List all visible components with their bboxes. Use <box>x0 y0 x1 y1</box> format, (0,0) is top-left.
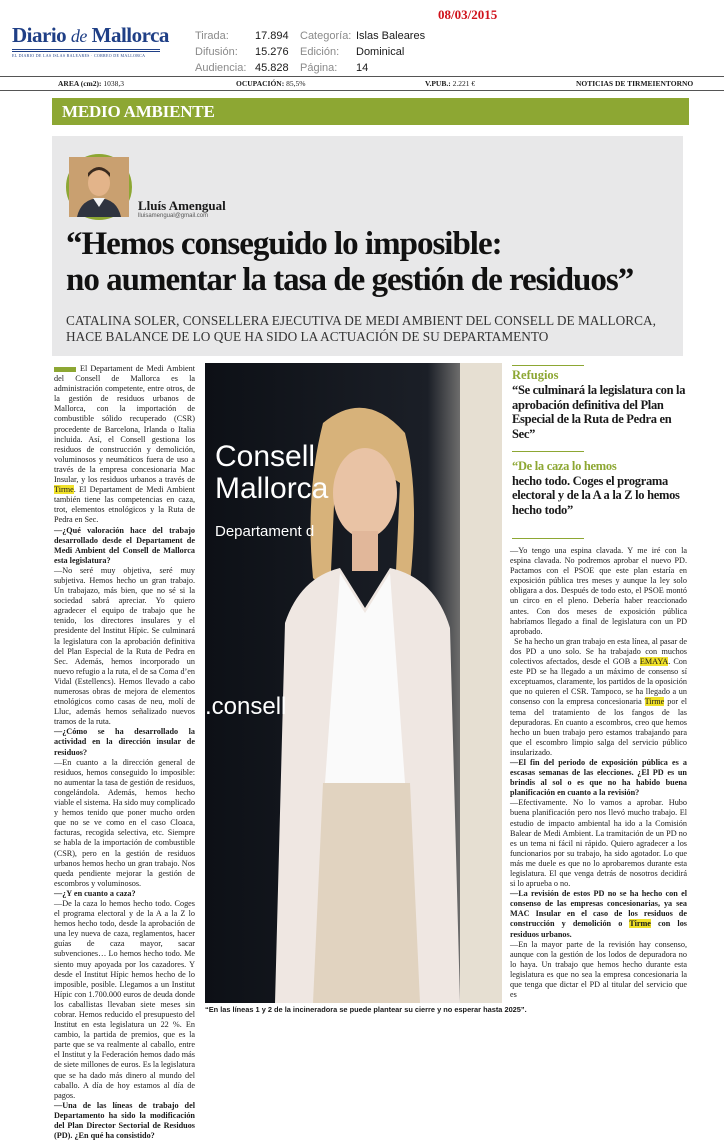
answer: Se ha hecho un gran trabajo en esta línea, al pasar de dos PD a uno solo. Se ha trabajado con muchos colectivos afectados, desde el GOB a EMAYA. Con este PD se ha llegado a un máximo de consenso sí exceptuamos, claramente, los partidos de la oposición que no quieren el CSR. Tampoco, se ha llegado a un consenso con la empresa concesionaria Tirme por el tema del tratamiento de los fangos de las depuradoras. En cuanto a escombros, creo que hemos hecho un buen trabajo pero estamos trabajando para que el escombro limpio salga del servicio público insularizado. <box>510 636 688 757</box>
publication-date: 08/03/2015 <box>438 7 498 22</box>
meta-labels-2 <box>300 28 352 76</box>
sidebar-rule <box>512 451 584 452</box>
newspaper-logo: Diario de Mallorca <box>12 23 169 47</box>
author-name: Lluís Amengual <box>138 198 226 213</box>
lead-marker <box>54 367 76 372</box>
meta-value: 45.828 <box>255 62 289 74</box>
question: —La revisión de estos PD no se ha hecho con el consenso de las empresas concesionarias, ya sea MAC Insular en el caso de los residuos de construcción y demolición o Tirme con los residuos urbanos. <box>510 889 687 939</box>
question: —Una de las líneas de trabajo del Departamento ha sido la modificación del Plan Director Sectorial de Residuos (PD). ¿En qué ha consistido? <box>54 1100 195 1141</box>
question: —El fin del periodo de exposición pública es a escasas semanas de las elecciones. ¿El PD es un brindis al sol o es que no ha habido buena planificación en cuanto a la revisión? <box>510 757 687 798</box>
headline-line-2: no aumentar la tasa de gestión de residuos” <box>66 262 634 298</box>
photo-caption: “En las líneas 1 y 2 de la incineradora se puede plantear su cierre y no esperar hasta 2025”. <box>205 1005 527 1014</box>
answer: —En la mayor parte de la revisión hay consenso, aunque con la gestión de los lodos de depuradora no lo haya. Un trabajo que hemos hecho durante esta legislatura es que no sea la empresa concesionaria la que tenga que dictar el PD al titular del servicio que es <box>510 939 687 1000</box>
stat-ocupacion: OCUPACIÓN: 85,5% <box>236 79 306 88</box>
meta-values-1 <box>255 28 295 76</box>
masthead-tagline: EL DIARIO DE LAS ISLAS BALEARES · CORREO DE MALLORCA <box>12 53 146 58</box>
body-column-left <box>54 364 195 1141</box>
section-title: MEDIO AMBIENTE <box>62 102 215 121</box>
meta-value: 14 <box>356 62 369 74</box>
meta-value: 15.276 <box>255 46 289 58</box>
author-avatar <box>66 154 132 220</box>
headline-line-1: “Hemos conseguido lo imposible: <box>66 226 502 262</box>
stat-client: NOTICIAS DE TIRMEIENTORNO <box>576 79 694 88</box>
pull-quote: “De la caza lo hemos hecho todo. Coges el programa electoral y de la A a la Z lo hemos hecho todo” <box>512 459 680 517</box>
meta-value: Dominical <box>356 46 405 58</box>
photo-sign-url: .consell <box>205 693 287 720</box>
meta-labels-1 <box>195 28 253 76</box>
author-email: lluisamengual@gmail.com <box>138 213 209 219</box>
meta-value: 17.894 <box>255 30 289 42</box>
header-rule-bottom <box>0 90 724 91</box>
sidebar-rule <box>512 365 584 366</box>
headline <box>66 226 676 298</box>
meta-label: Audiencia: <box>195 62 247 74</box>
author-portrait-icon <box>69 157 129 217</box>
answer: —De la caza lo hemos hecho todo. Coges el programa electoral y de la A a la Z lo hemos hecho todo, desde la aprobación de una ley nueva de caza, reglamentos, hacer guías de caza mayor, sacar subvenciones… Lo hemos hecho todo. Me siento muy apoyada por los cazadores. Y desde el Institut Hípic hemos hecho de lo imposible, posible. Llegamos a un Institut Hípic con 1.700.000 euros de deuda donde los caballistas llevaban siete meses sin cobrar. Hemos reducido el presupuesto del Institut en esta legislatura un 22 %. En cambio, la partida de premios, que es la parte que se va realmente al caballo, entre el Institut y la Federación hemos dado más de siete millones de euros. Es la legislatura que se ha dado más dinero al mundo del caballo. A día de hoy estamos al día de pagos. <box>54 898 195 1100</box>
answer: —Yo tengo una espina clavada. Y me iré con la espina clavada. No podremos aprobar el nuevo PD. Pactamos con el PSOE que este plan estaría en exposición pública tres meses y aunque la ley solo obligara a dos. Después de todo esto, el PSOE montó un circo en el pleno. Debería haber reaccionado antes. Con dos meses de exposición pública habríamos llegado a final de legislatura con un PD aprobado. <box>510 546 687 636</box>
sidebar-rule <box>512 538 584 539</box>
pull-quote: “Se culminará la legislatura con la aprobación definitiva del Plan Especial de la Ruta de Pedra en Sec” <box>512 383 686 441</box>
meta-label: Tirada: <box>195 30 229 42</box>
answer: —Efectivamente. No lo vamos a aprobar. Hubo buena planificación pero nos llevó mucho trabajo. El estudio de impacto ambiental ha ido a la Comisión Balear de Medi Ambient. La tramitación de un PD no es un tema ni fácil ni rápido. Quiero agradecer a los funcionarios por su trabajo, ha sido agotador. Lo que más me duele es que no lo aprobaremos durante esta legislatura. El que venga detrás de nosotros decidirá si lo aprueba o no. <box>510 798 687 889</box>
section-bar <box>52 98 689 125</box>
meta-label: Página: <box>300 62 338 74</box>
stat-area: AREA (cm2): 1038,3 <box>58 79 125 88</box>
meta-values-2 <box>356 28 446 76</box>
meta-label: Difusión: <box>195 46 238 58</box>
highlighted-term: EMAYA <box>639 657 669 667</box>
meta-label: Categoría: <box>300 30 352 42</box>
body-column-right <box>510 546 687 1016</box>
question: —¿Y en cuanto a caza? <box>54 888 136 898</box>
meta-value: Islas Baleares <box>356 30 426 42</box>
highlighted-term: Tirme <box>629 919 651 929</box>
highlighted-term: Tirme <box>644 697 665 707</box>
header-rule-top <box>0 76 724 77</box>
answer: —En cuanto a la dirección general de residuos, hemos conseguido lo imposible: no aumentar la tasa de gestión de residuos, congelándola. Además, hemos hecho viable el sistema. Ha sido muy complicado y hemos tenido que poner mucho orden que no se ve como en el caso Cloaca, facturas, recogida selectiva, etc. Siempre se habla de la importación de combustible (CSR), pero en la gestión de residuos urbanos hemos hecho un gran trabajo. Nos queda pendiente mejorar la gestión de escombros y voluminosos. <box>54 757 195 888</box>
answer: —No seré muy objetiva, seré muy subjetiva. Hemos hecho un gran trabajo. Un trabajazo, más bien, que no sé si la sociedad sabrá apreciar. Yo quiero agradecer el equipo de trabajo que he tenido, los directores insulares y el presidente del Institut Hípic. Se culminará la legislatura con la aprobación definitiva del Plan Especial de la Ruta de Pedra en Sec. Además, hemos incorporado un nuevo refugio a la ruta, el de sa Coma d’en Vidal (Estellencs). Hemos llevado a cabo numerosas obras de mejora de elementos etnológicos como casas de neu, molí de Lluc, además hemos señalizado nuevos tramos de la ruta. <box>54 565 195 727</box>
article-header-box <box>52 136 683 356</box>
stat-vpub: V.PUB.: 2.221 € <box>425 79 476 88</box>
masthead-rule <box>12 49 160 52</box>
intro-paragraph: El Departament de Medi Ambient del Consell de Mallorca es la administración competente, entre otros, de la gestión de residuos urbanos de Mallorca, con la importación de combustible sólido recuperado (CSR) procedente de Barcelona, Irlanda o Italia incluida. Así, el Consell gestiona los residuos de construcción y demolición, voluminosos y neumáticos fuera de uso a través de la empresa concesionaria Mac Insular, y los residuos urbanos a través de Tirme. El Departament de Medi Ambient también tiene las competencias en caza, trot, elementos etnológicos y la Ruta de Pedra en Sec. <box>54 364 195 525</box>
sidebar-title: Refugios <box>512 368 559 382</box>
photo-sign-text: Consell Mallorca <box>215 440 329 505</box>
meta-label: Edición: <box>300 46 340 58</box>
question: —¿Qué valoración hace del trabajo desarrollado desde el Departament de Medi Ambient del Consell de Mallorca esta legislatura? <box>54 525 195 565</box>
subhead: CATALINA SOLER, CONSELLERA EJECUTIVA DE MEDI AMBIENT DEL CONSELL DE MALLORCA, HACE BALANCE DE LO QUE HA SIDO LA ACTUACIÓN DE SU DEPARTAMENTO <box>66 313 656 344</box>
photo-sign-subtext: Departament d <box>215 523 315 540</box>
question: —¿Cómo se ha desarrollado la actividad en la dirección insular de residuos? <box>54 727 195 757</box>
highlighted-term: Tirme <box>54 485 74 495</box>
newspaper-masthead <box>12 23 169 58</box>
article-photo <box>205 363 502 1003</box>
